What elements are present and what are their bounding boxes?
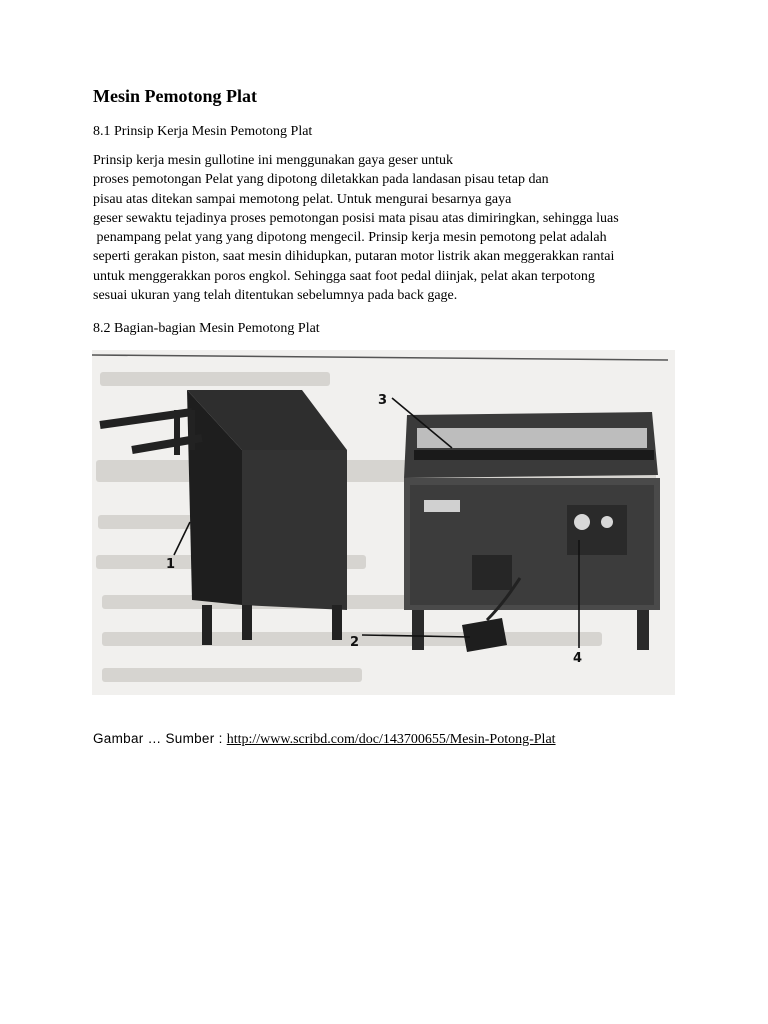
paragraph-line: geser sewaktu tejadinya proses pemotongan posisi mata pisau atas dimiringkan, sehingga luas bbox=[93, 210, 619, 226]
principle-paragraph bbox=[93, 151, 693, 305]
section-heading-principle: 8.1 Prinsip Kerja Mesin Pemotong Plat bbox=[93, 124, 313, 139]
source-link[interactable]: http://www.scribd.com/doc/143700655/Mesin-Potong-Plat bbox=[226, 732, 556, 747]
callout-3: 3 bbox=[378, 393, 388, 408]
callout-4: 4 bbox=[573, 651, 583, 666]
machine-illustration bbox=[92, 350, 675, 695]
paragraph-line: Prinsip kerja mesin gullotine ini menggunakan gaya geser untuk bbox=[93, 153, 454, 168]
callout-1: 1 bbox=[166, 557, 176, 572]
callout-2: 2 bbox=[350, 635, 360, 650]
paragraph-line: sesuai ukuran yang telah ditentukan sebelumnya pada back gage. bbox=[93, 288, 458, 304]
paragraph-line: penampang pelat yang yang dipotong mengecil. Prinsip kerja mesin pemotong pelat adalah bbox=[93, 230, 607, 246]
paragraph-line: proses pemotongan Pelat yang dipotong diletakkan pada landasan pisau tetap dan bbox=[93, 172, 549, 188]
paragraph-line: seperti gerakan piston, saat mesin dihidupkan, putaran motor listrik akan meggerakkan rantai bbox=[93, 249, 615, 265]
paragraph-line: pisau atas ditekan sampai memotong pelat. Untuk mengurai besarnya gaya bbox=[93, 191, 512, 207]
section-heading-parts: 8.2 Bagian-bagian Mesin Pemotong Plat bbox=[93, 321, 320, 336]
machine-figure bbox=[92, 350, 675, 695]
figure-caption bbox=[93, 731, 556, 748]
paragraph-line: untuk menggerakkan poros engkol. Sehingga saat foot pedal diinjak, pelat akan terpotong bbox=[93, 268, 595, 284]
page-title: Mesin Pemotong Plat bbox=[93, 86, 257, 106]
caption-label: Gambar … Sumber : bbox=[93, 731, 227, 746]
